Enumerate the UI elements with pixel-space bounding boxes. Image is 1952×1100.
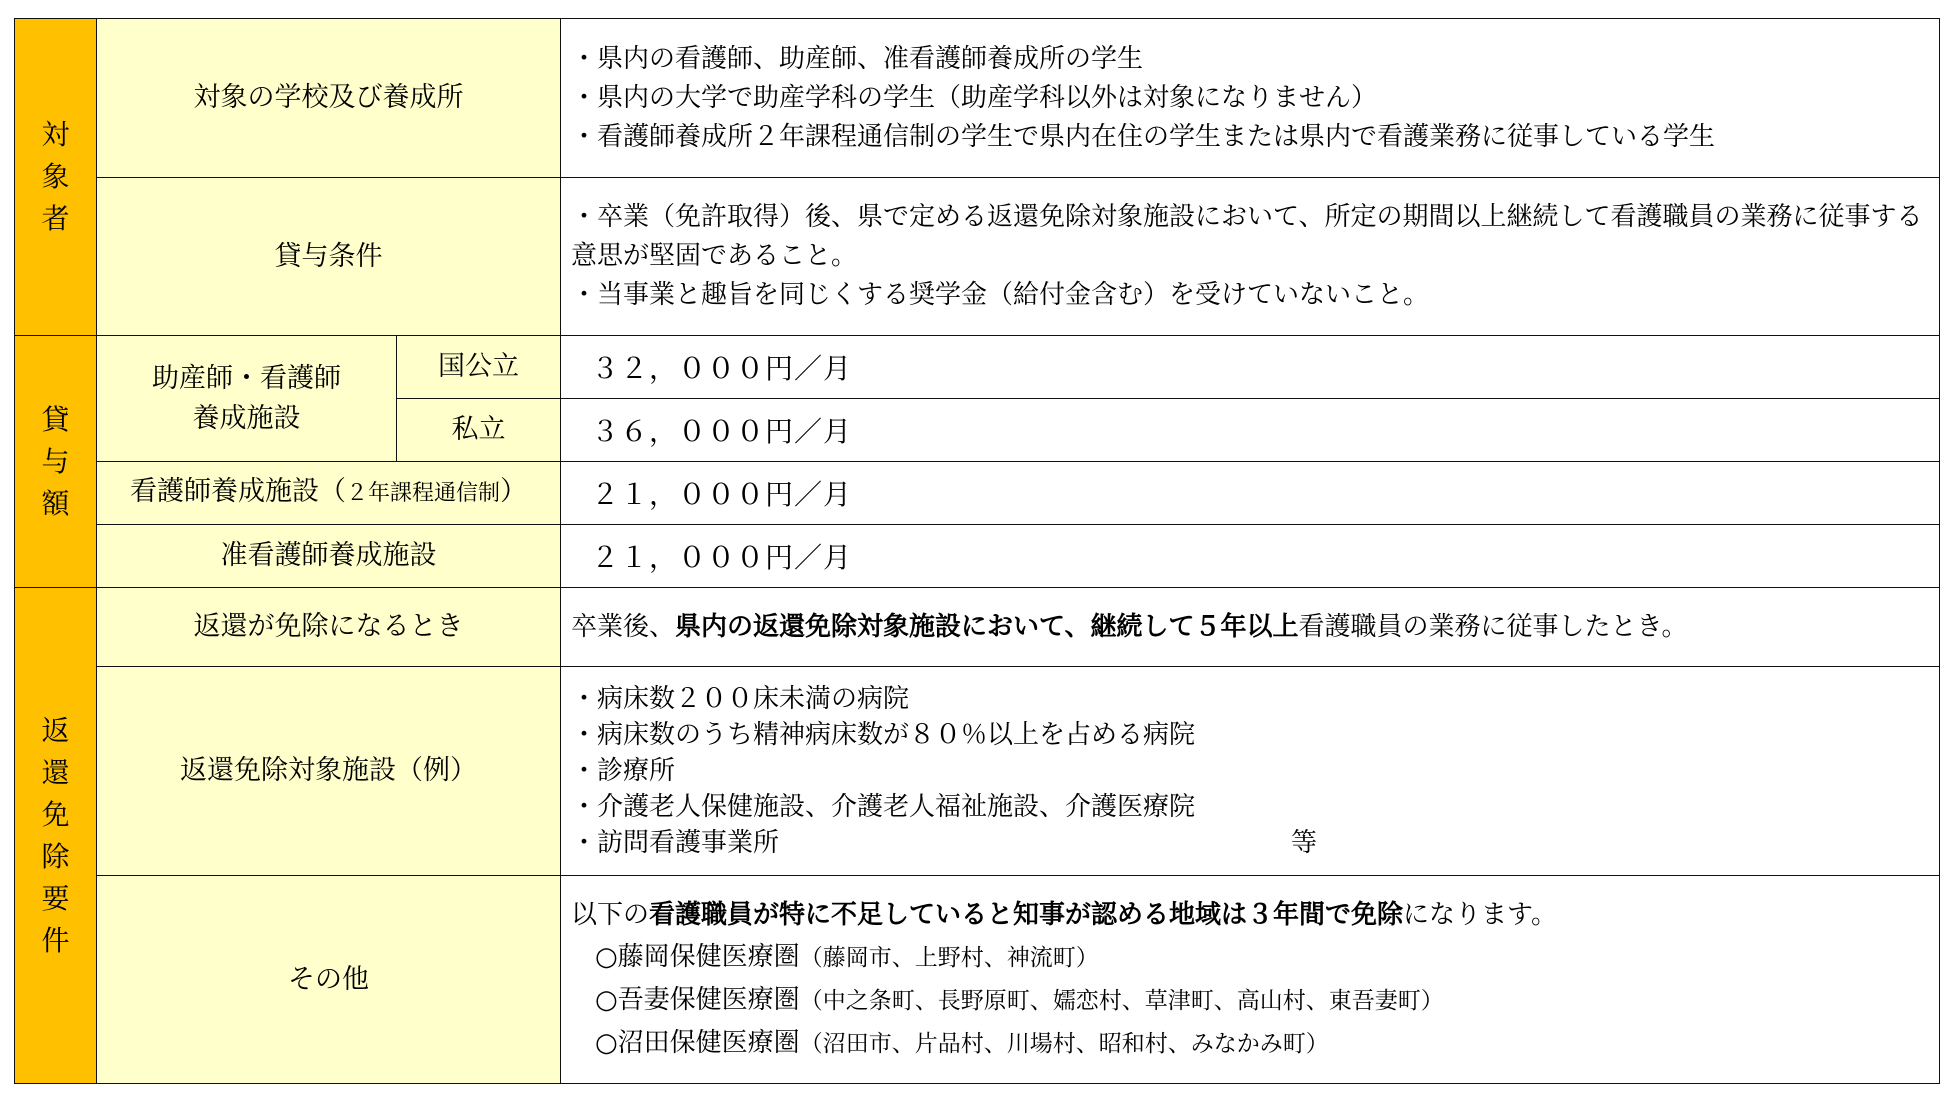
section-char: 件 <box>41 923 70 957</box>
other-post: になります。 <box>1403 900 1557 930</box>
waiver-when-bold: 県内の返還免除対象施設において、継続して５年以上 <box>675 611 1299 642</box>
conditions-content <box>560 177 1940 336</box>
section-char: 除 <box>41 839 70 873</box>
region-detail: （藤岡市、上野村、神流町） <box>799 945 1099 971</box>
section-char: 要 <box>41 881 70 915</box>
facility-item: ・介護老人保健施設、介護老人福祉施設、介護医療院 <box>571 792 1196 822</box>
public-amount-text: ３２，０００円／月 <box>591 352 853 385</box>
private-amount <box>560 398 1940 462</box>
region-item <box>571 979 1929 1022</box>
region-name: ○藤岡保健医療圏 <box>595 942 800 972</box>
facilities-label-text: 返還免除対象施設（例） <box>180 755 477 786</box>
conditions-line: ・当事業と趣旨を同じくする奨学金（給付金含む）を受けていないこと。 <box>571 280 1430 310</box>
section-header-waiver <box>14 587 97 1084</box>
facility-item: ・診療所 <box>571 756 676 786</box>
section-char: 返 <box>41 713 70 747</box>
nurse-2yr-amount <box>560 461 1940 525</box>
nurse-2yr-label-small: ２年課程通信制 <box>345 481 500 506</box>
region-name: ○吾妻保健医療圏 <box>595 985 800 1015</box>
assoc-nurse-amount-text: ２１，０００円／月 <box>591 541 853 574</box>
section-char: 対 <box>41 118 70 151</box>
conditions-line: ・卒業（免許取得）後、県で定める返還免除対象施設において、所定の期間以上継続して看護職員の業務に従事する意思が堅固であること。 <box>571 202 1923 271</box>
section-char: 象 <box>41 160 70 193</box>
nurse-2yr-label-main: 看護師養成施設（ <box>129 476 346 507</box>
midwife-nurse-label <box>96 335 397 462</box>
region-name: ○沼田保健医療圏 <box>595 1028 800 1058</box>
other-pre: 以下の <box>571 900 650 930</box>
private-amount-text: ３６，０００円／月 <box>591 415 853 448</box>
facility-item-last <box>571 825 1929 861</box>
section-char: 与 <box>41 444 70 478</box>
midwife-nurse-label-line: 養成施設 <box>192 402 301 434</box>
section-char: 額 <box>41 486 70 520</box>
section-header-target <box>14 18 97 336</box>
waiver-when-pre: 卒業後、 <box>571 611 676 642</box>
schools-label <box>96 18 561 178</box>
waiver-when-content <box>560 587 1940 667</box>
facility-item: ・病床数２００床未満の病院 <box>571 684 910 714</box>
facility-item-text: ・訪問看護事業所 <box>571 828 780 858</box>
region-item <box>571 936 1929 979</box>
facility-item: ・病床数のうち精神病床数が８０％以上を占める病院 <box>571 720 1196 750</box>
other-bold: 看護職員が特に不足していると知事が認める地域は３年間で免除 <box>649 900 1404 930</box>
public-label <box>396 335 561 399</box>
section-char: 貸 <box>41 402 70 436</box>
other-label <box>96 875 561 1084</box>
facility-etc: 等 <box>1291 828 1318 858</box>
other-content <box>560 875 1940 1084</box>
nurse-2yr-amount-text: ２１，０００円／月 <box>591 478 853 511</box>
assoc-nurse-amount <box>560 524 1940 588</box>
region-detail: （中之条町、長野原町、嬬恋村、草津町、高山村、東吾妻町） <box>799 988 1444 1014</box>
schools-line: ・県内の大学で助産学科の学生（助産学科以外は対象になりません） <box>571 82 1378 113</box>
section-char: 免 <box>41 797 70 831</box>
schools-line: ・看護師養成所２年課程通信制の学生で県内在住の学生または県内で看護業務に従事している学生 <box>571 121 1716 152</box>
private-label-text: 私立 <box>451 414 506 445</box>
assoc-nurse-label <box>96 524 561 588</box>
waiver-when-post: 看護職員の業務に従事したとき。 <box>1298 611 1688 642</box>
nurse-2yr-label <box>96 461 561 525</box>
facilities-label <box>96 666 561 876</box>
scholarship-table <box>14 18 1940 1084</box>
schools-label-text: 対象の学校及び養成所 <box>193 82 464 113</box>
nurse-2yr-label-end: ） <box>500 476 527 507</box>
schools-content <box>560 18 1940 178</box>
nurse-2yr-label-text <box>130 472 527 514</box>
region-detail: （沼田市、片品村、川場村、昭和村、みなかみ町） <box>799 1031 1329 1057</box>
conditions-label-text: 貸与条件 <box>274 240 383 272</box>
assoc-nurse-label-text: 准看護師養成施設 <box>220 540 437 571</box>
waiver-when-label <box>96 587 561 667</box>
conditions-label <box>96 177 561 336</box>
other-intro <box>571 894 1929 936</box>
waiver-when-label-text: 返還が免除になるとき <box>193 611 464 642</box>
public-label-text: 国公立 <box>438 351 519 382</box>
private-label <box>396 398 561 462</box>
waiver-when-line <box>571 608 1929 647</box>
other-label-text: その他 <box>288 963 369 995</box>
schools-line: ・県内の看護師、助産師、准看護師養成所の学生 <box>571 43 1144 74</box>
region-item <box>571 1022 1929 1065</box>
public-amount <box>560 335 1940 399</box>
section-char: 還 <box>41 755 70 789</box>
midwife-nurse-label-line: 助産師・看護師 <box>152 362 341 394</box>
section-char: 者 <box>41 202 70 235</box>
section-header-loan <box>14 335 97 588</box>
facilities-content <box>560 666 1940 876</box>
